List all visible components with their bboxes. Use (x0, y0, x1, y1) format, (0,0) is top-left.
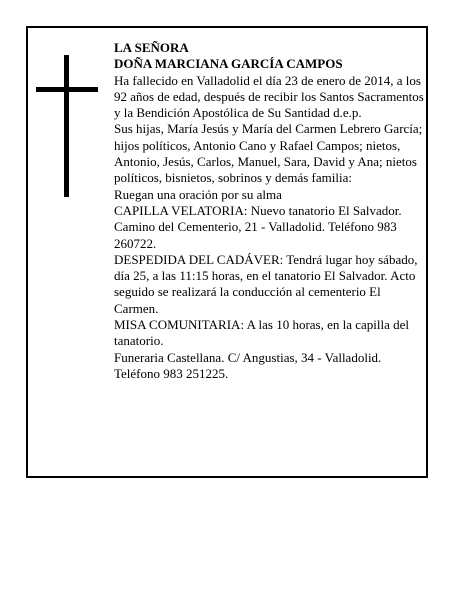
prayer-request: Ruegan una oración por su alma (114, 186, 282, 202)
farewell-info: DESPEDIDA DEL CADÁVER: Tendrá lugar hoy sábado, día 25, a las 11:15 horas, en el tanatorio El Salvador. Acto seguido se realizará la conducción al cementerio El Carmen. (114, 251, 418, 316)
notice-title: LA SEÑORA (114, 40, 189, 55)
community-mass-info: MISA COMUNITARIA: A las 10 horas, en la capilla del tanatorio. (114, 317, 410, 349)
family-list: Sus hijas, María Jesús y María del Carmen Lebrero García; hijos políticos, Antonio Cano y Rafael Campos; nietos, Antonio, Jesús, Carlos, Manuel, Sara, David y Ana; nietos políticos, bisnietos, sobrinos y demás familia: (114, 121, 423, 186)
deceased-name: DOÑA MARCIANA GARCÍA CAMPOS (114, 56, 343, 72)
wake-chapel-info: CAPILLA VELATORIA: Nuevo tanatorio El Salvador. Camino del Cementerio, 21 - Valladolid. Teléfono 983 260722. (114, 202, 402, 251)
funeral-home-info: Funeraria Castellana. C/ Angustias, 34 - Valladolid. Teléfono 983 251225. (114, 349, 382, 381)
obituary-text-block (114, 40, 426, 382)
latin-cross-icon (36, 55, 98, 197)
cross-horizontal-bar (36, 87, 98, 92)
death-announcement: Ha fallecido en Valladolid el día 23 de enero de 2014, a los 92 años de edad, después de recibir los Santos Sacramentos y la Bendición Apostólica de Su Santidad d.e.p. (114, 72, 424, 121)
cross-vertical-bar (64, 55, 69, 197)
